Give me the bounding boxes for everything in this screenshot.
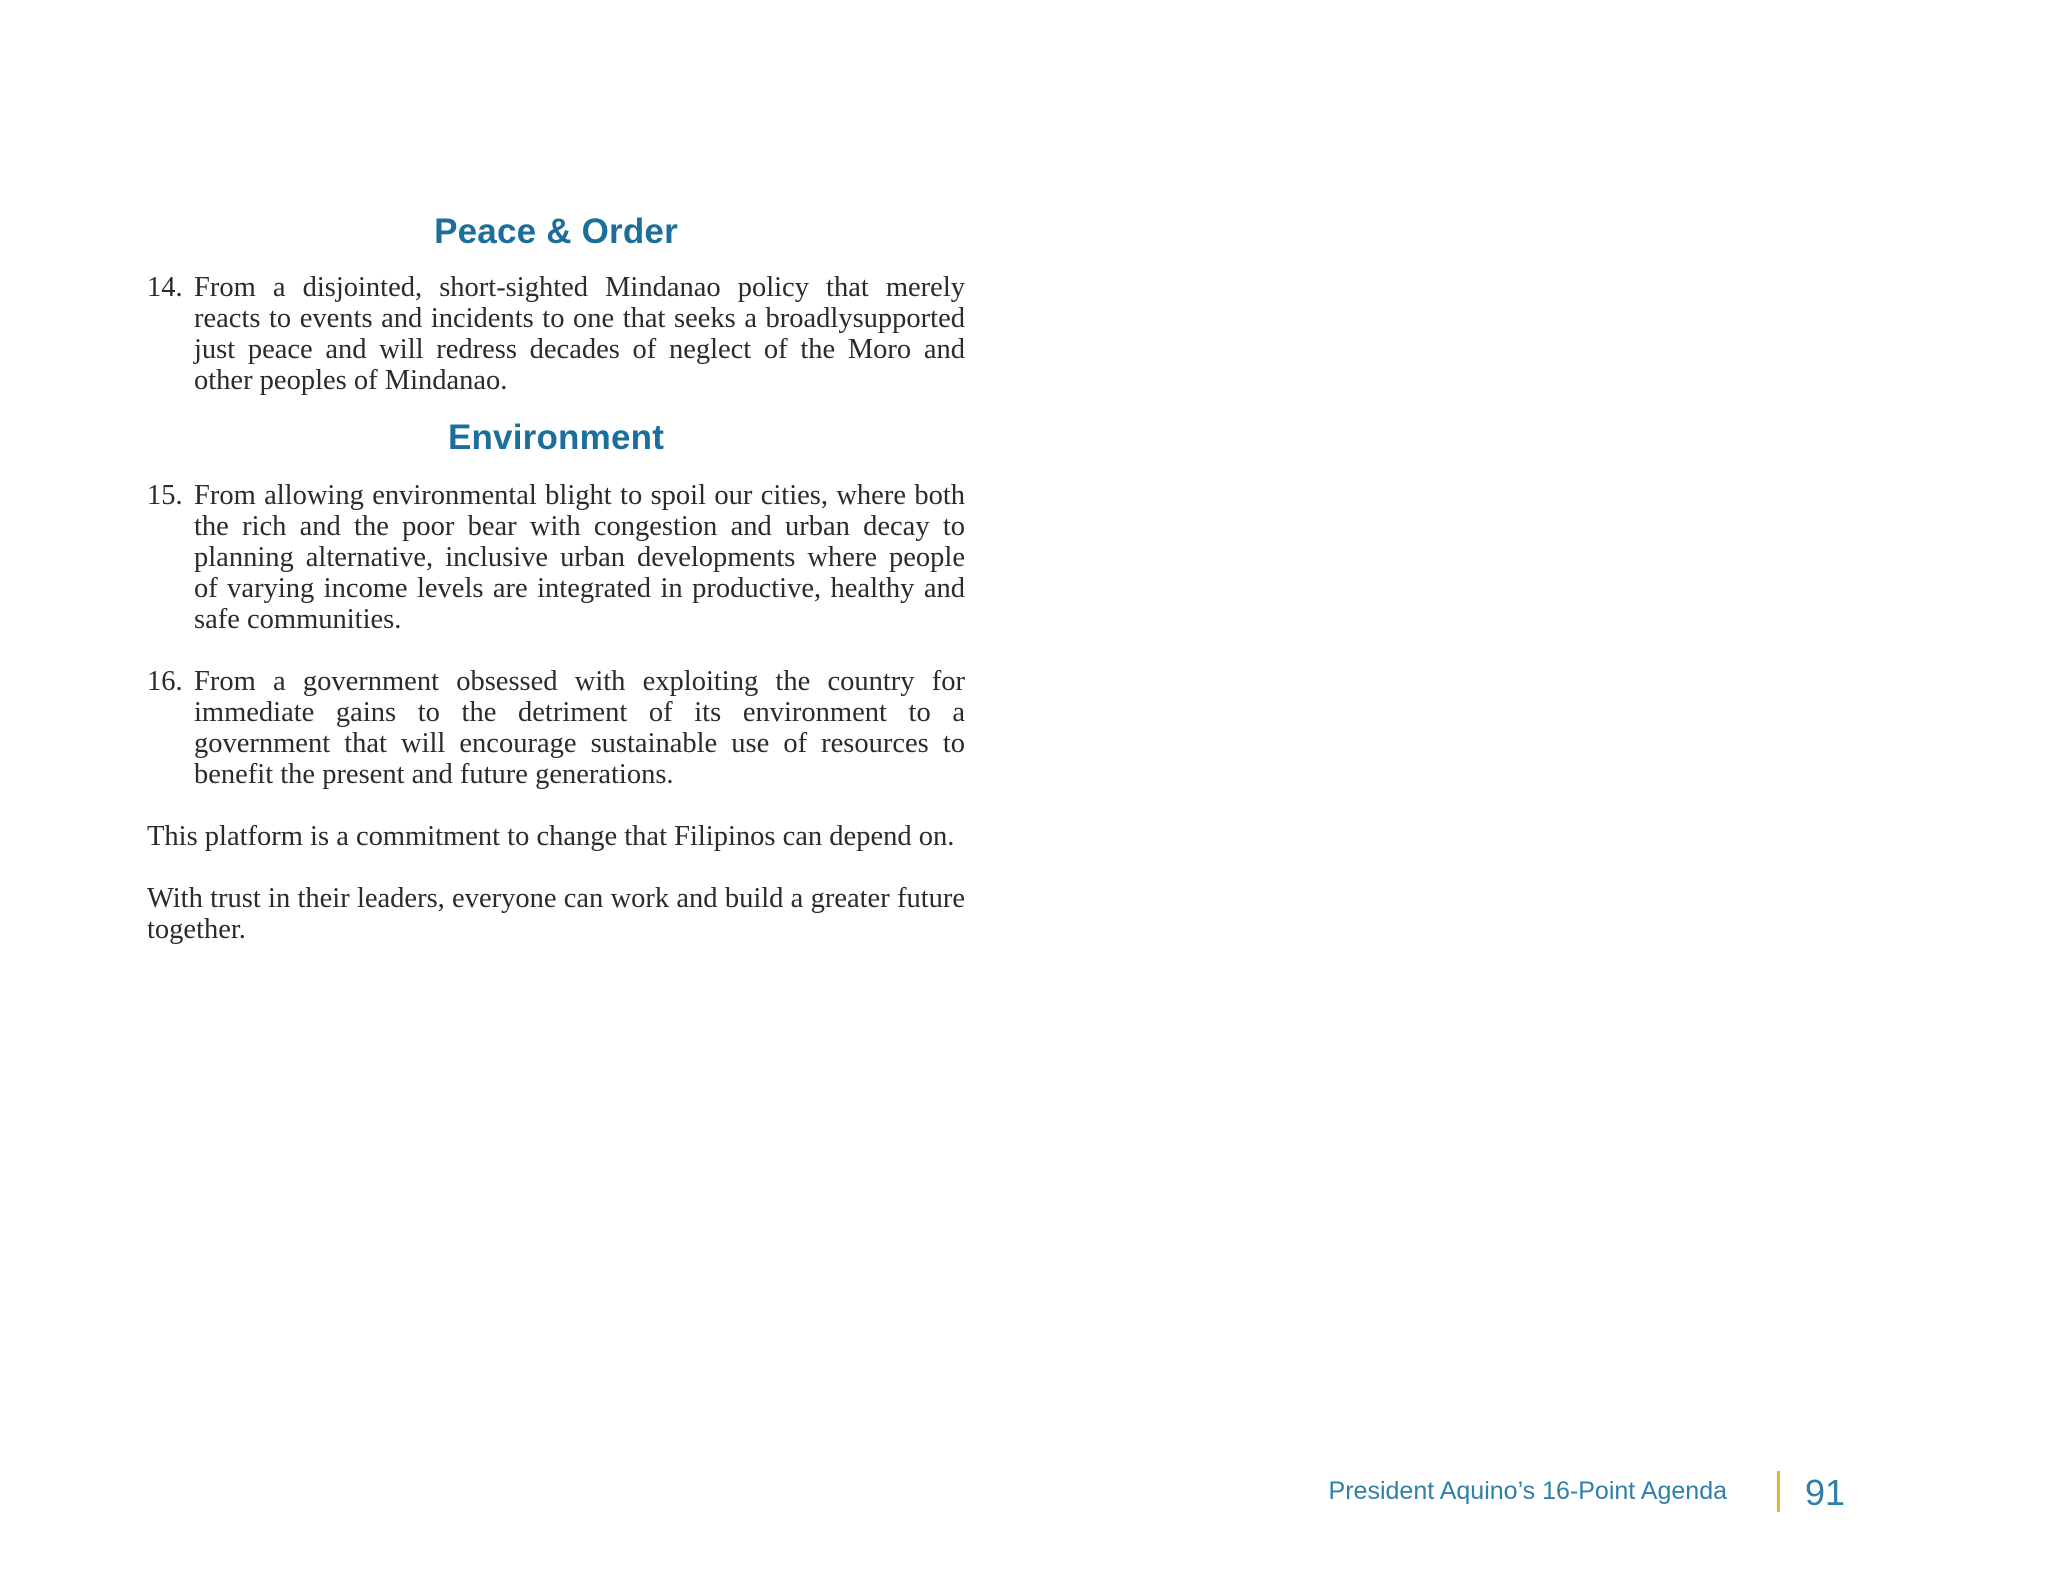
- section-heading-peace-order: Peace & Order: [434, 212, 678, 251]
- text-column: [147, 210, 965, 945]
- section-heading-environment: Environment: [447, 418, 665, 457]
- closing-paragraph: With trust in their leaders, everyone can work and build a greater future together.: [147, 883, 965, 945]
- item-text: From a government obsessed with exploiting the country for immediate gains to the detriment of its environment to a government that will encourage sustainable use of resources to benefit the present and future generations.: [194, 666, 965, 790]
- agenda-item-15: [147, 480, 965, 635]
- item-number: 14.: [147, 272, 183, 303]
- agenda-item-16: [147, 666, 965, 790]
- footer-title: President Aquino’s 16-Point Agenda: [1328, 1477, 1727, 1505]
- item-text: From a disjointed, short-sighted Mindanao policy that merely reacts to events and incidents to one that seeks a broadlysupported just peace and will redress decades of neglect of the Moro and other peoples of Mindanao.: [194, 272, 965, 396]
- closing-paragraph: This platform is a commitment to change that Filipinos can depend on.: [147, 821, 955, 852]
- item-number: 16.: [147, 666, 183, 697]
- agenda-item-14: [147, 272, 965, 396]
- item-number: 15.: [147, 480, 183, 511]
- footer-divider: [1777, 1471, 1780, 1512]
- page-number: 91: [1805, 1472, 1846, 1513]
- page-footer: [1300, 1471, 1845, 1515]
- item-text: From allowing environmental blight to spoil our cities, where both the rich and the poor bear with congestion and urban decay to planning alternative, inclusive urban developments where people of varying income levels are integrated in productive, healthy and safe communities.: [194, 480, 965, 635]
